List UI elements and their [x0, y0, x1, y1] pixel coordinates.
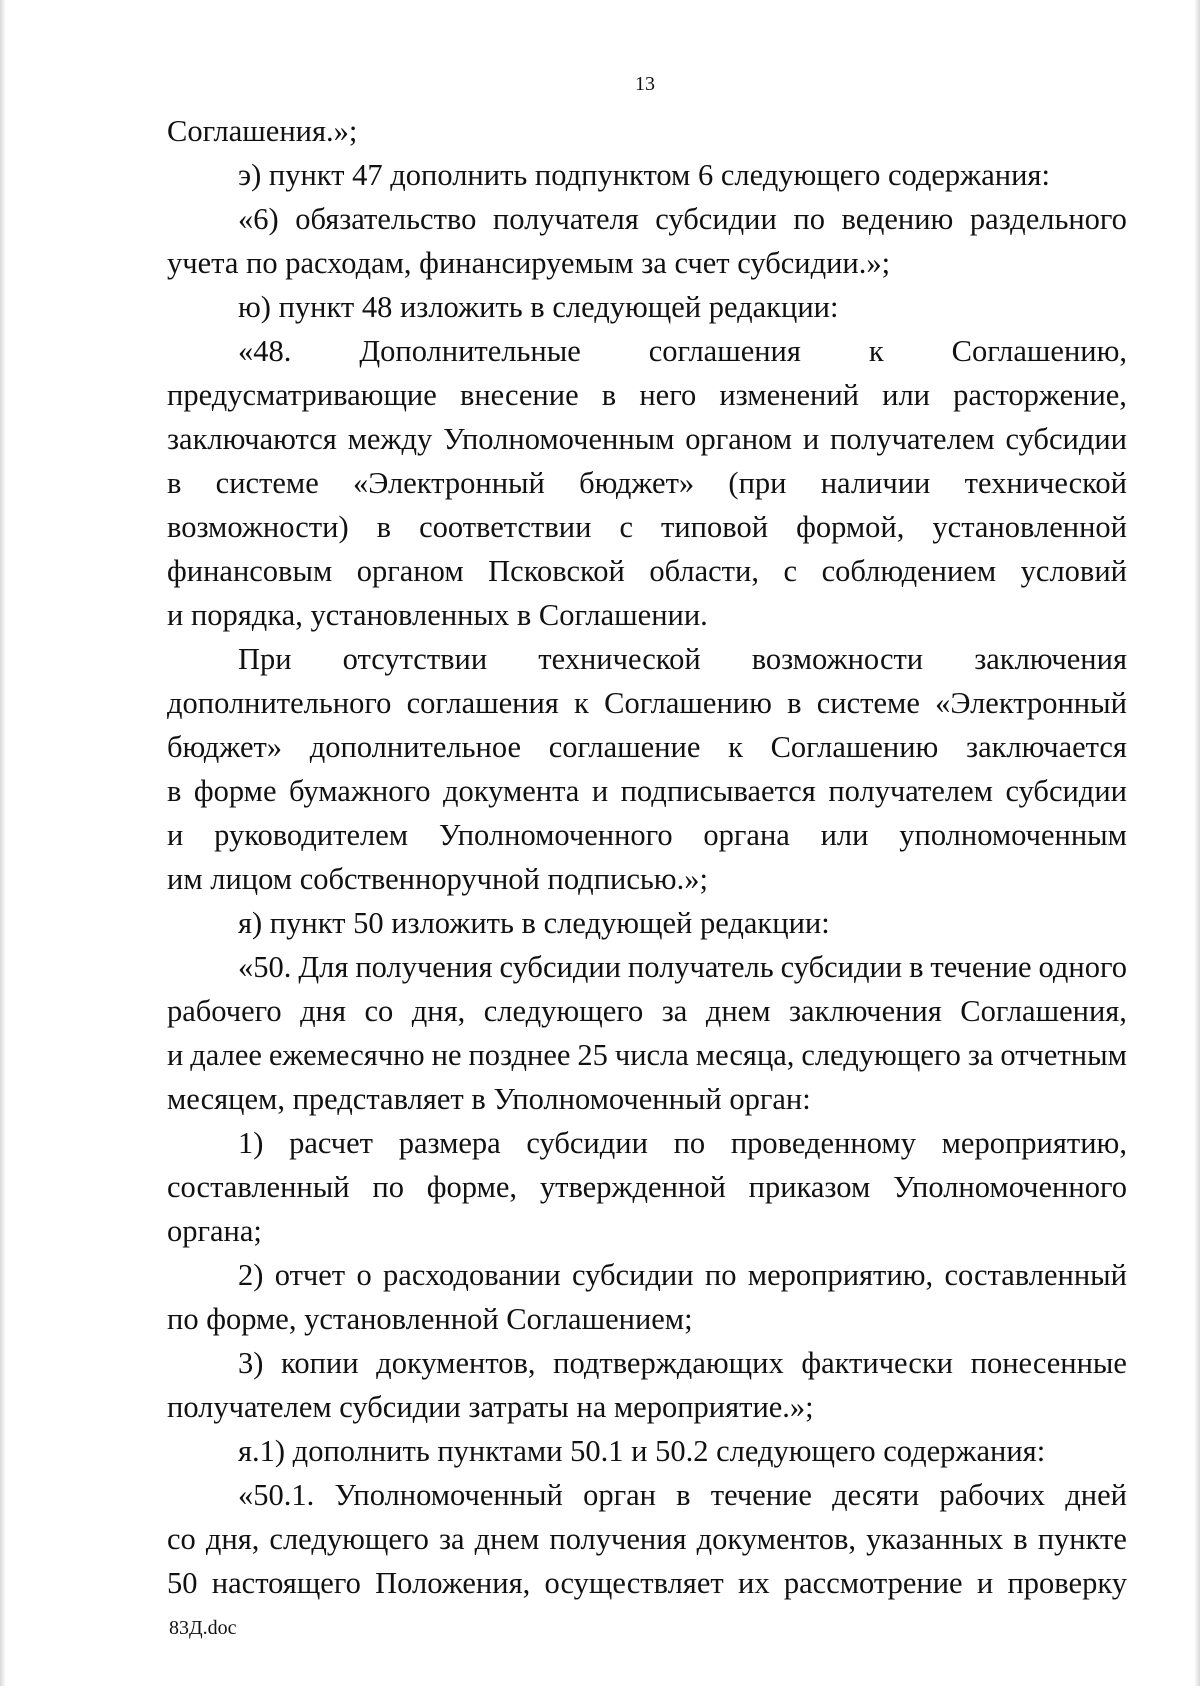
text-word: него — [639, 378, 697, 412]
text-word: заключения — [974, 642, 1127, 676]
text-line — [167, 1473, 1127, 1517]
text-word: субсидии — [572, 1258, 694, 1292]
text-word: или — [882, 378, 930, 412]
text-word: (при — [728, 466, 787, 500]
text-word: орган — [583, 1478, 656, 1512]
text-word: раздельного — [969, 202, 1127, 236]
text-word: не — [431, 1038, 462, 1072]
text-word: утвержденной — [539, 1170, 726, 1204]
text-word: субсидии — [499, 950, 621, 984]
text-word: дополнительного — [167, 686, 392, 720]
text-word: подтверждающих — [553, 1346, 784, 1380]
text-word: соблюдением — [821, 554, 997, 588]
text-word: следующего — [483, 994, 644, 1028]
text-word: получения — [549, 1522, 687, 1556]
text-line — [167, 989, 1127, 1033]
text-line — [167, 417, 1127, 461]
text-line — [167, 373, 1127, 417]
text-word: обязательство — [295, 202, 477, 236]
text-word: формой, — [796, 510, 905, 544]
text-word: дня — [300, 994, 347, 1028]
text-word: по — [704, 1258, 737, 1292]
text-word: фактически — [801, 1346, 954, 1380]
text-word: заключения — [788, 994, 942, 1028]
text-word: составленный — [167, 1170, 350, 1204]
text-line — [167, 681, 1127, 725]
text-word: 3) — [238, 1346, 264, 1380]
text-word: мероприятию, — [941, 1126, 1127, 1160]
text-word: получателем — [828, 774, 993, 808]
text-word: области, — [649, 554, 759, 588]
text-word: Дополнительные — [359, 334, 581, 368]
text-word: о — [356, 1258, 372, 1292]
footer-filename: 83Д.doc — [169, 1617, 237, 1639]
text-word: в — [676, 1478, 691, 1512]
text-word: мероприятию, — [747, 1258, 934, 1292]
text-line — [167, 285, 1127, 329]
text-word: позднее — [468, 1038, 571, 1072]
text-word: «6) — [238, 202, 279, 236]
text-line — [167, 813, 1127, 857]
page-number: 13 — [635, 73, 655, 95]
text-line — [167, 901, 1127, 945]
body-text — [167, 109, 1127, 1605]
text-word: установленной — [932, 510, 1127, 544]
text-word: уполномоченным — [899, 818, 1127, 852]
text-word: финансовым — [167, 554, 333, 588]
text-word: и — [167, 818, 184, 852]
text-word: в — [167, 466, 182, 500]
text-word: органа — [703, 818, 790, 852]
text-word: получателем субсидии затраты на мероприятие.»; — [167, 1390, 814, 1424]
text-line — [167, 505, 1127, 549]
text-word: субсидии — [526, 1126, 648, 1160]
text-word: предусматривающие — [167, 378, 437, 412]
text-word: «50.1. — [238, 1478, 315, 1512]
text-word: бюджет» — [579, 466, 695, 500]
text-word: возможности — [751, 642, 924, 676]
text-word: «Электронный — [353, 466, 545, 500]
text-word: со — [364, 994, 394, 1028]
text-word: проведенному — [730, 1126, 916, 1160]
text-word: Соглашению, — [951, 334, 1127, 368]
text-word: «50. — [238, 950, 292, 984]
text-word: числа — [614, 1038, 689, 1072]
text-word: и — [167, 1038, 184, 1072]
text-word: с — [619, 510, 633, 544]
text-word: органом — [356, 554, 464, 588]
text-word: и — [591, 774, 609, 808]
text-line — [167, 109, 1127, 153]
text-word: между — [347, 422, 433, 456]
text-word: бумажного — [288, 774, 431, 808]
text-word: в — [1013, 1522, 1028, 1556]
text-word: руководителем — [214, 818, 409, 852]
text-word: Соглашению — [604, 686, 772, 720]
text-word: подписывается — [620, 774, 816, 808]
text-word: в — [909, 950, 924, 984]
text-word: отчетным — [1000, 1038, 1127, 1072]
text-word: бюджет» — [167, 730, 283, 764]
text-line — [167, 153, 1127, 197]
text-word: 2) — [238, 1258, 264, 1292]
text-word: рабочих — [939, 1478, 1046, 1512]
text-word: ежемесячно — [268, 1038, 425, 1072]
text-word: отчет — [274, 1258, 346, 1292]
text-word: технической — [538, 642, 701, 676]
text-word: в — [167, 774, 182, 808]
text-word: получения — [355, 950, 493, 984]
text-word: форме — [193, 774, 277, 808]
text-word: одного — [1038, 950, 1127, 984]
text-line — [167, 1033, 1127, 1077]
text-word: осуществляет — [544, 1566, 724, 1600]
text-word: 1) — [238, 1126, 264, 1160]
text-word: дней — [1065, 1478, 1127, 1512]
text-word: в — [787, 686, 802, 720]
text-line — [167, 725, 1127, 769]
text-word: проверку — [1007, 1566, 1127, 1600]
text-word: Псковской — [488, 554, 625, 588]
text-word: э) пункт 47 дополнить подпунктом 6 следующего содержания: — [238, 158, 1050, 192]
text-word: к — [868, 334, 884, 368]
text-word: Уполномоченного — [893, 1170, 1127, 1204]
text-word: 50 — [167, 1566, 198, 1600]
text-word: При — [238, 642, 292, 676]
text-line — [167, 197, 1127, 241]
text-word: отсутствии — [342, 642, 488, 676]
text-word: следующего — [269, 1522, 429, 1556]
text-word: субсидии — [1005, 774, 1127, 808]
text-word: внесение — [459, 378, 579, 412]
text-word: 25 — [577, 1038, 608, 1072]
text-word: расчет — [289, 1126, 374, 1160]
text-line — [167, 945, 1127, 989]
text-word: днем — [474, 1522, 540, 1556]
text-line — [167, 1297, 1127, 1341]
text-word: соответствии — [419, 510, 592, 544]
text-word: ю) пункт 48 изложить в следующей редакции: — [238, 290, 839, 324]
text-word: к — [574, 686, 589, 720]
text-word: Соглашению — [770, 730, 939, 764]
text-word: типовой — [661, 510, 769, 544]
text-word: течение — [710, 1478, 812, 1512]
text-line — [167, 1121, 1127, 1165]
text-word: дня, — [411, 994, 466, 1028]
text-word: дополнительное — [309, 730, 522, 764]
text-line — [167, 461, 1127, 505]
text-word: следующего — [801, 1038, 961, 1072]
text-word: органа; — [167, 1214, 262, 1248]
text-word: со — [167, 1522, 196, 1556]
text-word: настоящего — [211, 1566, 361, 1600]
text-word: пункте — [1037, 1522, 1127, 1556]
scan-edge-right — [1194, 0, 1200, 1686]
text-word: возможности) — [167, 510, 349, 544]
text-word: дня, — [205, 1522, 260, 1556]
text-word: Уполномоченный — [334, 1478, 563, 1512]
text-word: субсидии — [780, 950, 903, 984]
text-word: течение — [930, 950, 1032, 984]
text-word: системе — [215, 466, 319, 500]
text-word: документов, — [696, 1522, 857, 1556]
text-word: субсидии — [1005, 422, 1127, 456]
text-word: соглашения — [406, 686, 559, 720]
text-line — [167, 1165, 1127, 1209]
text-word: Соглашения, — [960, 994, 1127, 1028]
text-word: с — [783, 554, 798, 588]
text-word: изменений — [719, 378, 859, 412]
text-word: условий — [1020, 554, 1127, 588]
text-line — [167, 1517, 1127, 1561]
text-word: Соглашения.»; — [167, 114, 358, 148]
text-line — [167, 549, 1127, 593]
text-word: десяти — [832, 1478, 920, 1512]
text-word: я.1) дополнить пунктами 50.1 и 50.2 следующего содержания: — [238, 1434, 1046, 1468]
text-word: расторжение, — [953, 378, 1127, 412]
text-word: технической — [964, 466, 1127, 500]
text-word: «Электронный — [935, 686, 1127, 720]
text-word: за — [438, 1522, 465, 1556]
text-line — [167, 1561, 1127, 1605]
text-word: и — [976, 1566, 994, 1600]
text-word: и — [802, 422, 820, 456]
text-word: в — [601, 378, 617, 412]
text-word: их — [738, 1566, 770, 1600]
text-word: заключаются — [167, 422, 337, 456]
text-line — [167, 329, 1127, 373]
text-word: по — [372, 1170, 404, 1204]
text-word: заключается — [966, 730, 1127, 764]
text-word: по — [793, 202, 825, 236]
text-word: субсидии — [655, 202, 777, 236]
text-line — [167, 241, 1127, 285]
text-word: получатель — [627, 950, 774, 984]
text-word: днем — [705, 994, 771, 1028]
text-word: составленный — [944, 1258, 1127, 1292]
text-word: соглашения — [648, 334, 801, 368]
text-line — [167, 769, 1127, 813]
text-line — [167, 1429, 1127, 1473]
text-word: документа — [442, 774, 580, 808]
text-word: получателя — [492, 202, 639, 236]
text-word: указанных — [866, 1522, 1004, 1556]
text-word: месяцем, представляет в Уполномоченный орган: — [167, 1082, 811, 1116]
text-word: наличии — [820, 466, 931, 500]
text-word: расходовании — [383, 1258, 561, 1292]
text-word: Уполномоченного — [438, 818, 673, 852]
text-line — [167, 1209, 1127, 1253]
text-word: им лицом собственноручной подписью.»; — [167, 862, 708, 896]
text-line — [167, 1077, 1127, 1121]
text-word: размера — [398, 1126, 501, 1160]
text-line — [167, 593, 1127, 637]
text-word: «48. — [238, 334, 292, 368]
text-line — [167, 1341, 1127, 1385]
text-word: приказом — [748, 1170, 871, 1204]
text-line — [167, 857, 1127, 901]
text-line — [167, 637, 1127, 681]
text-word: рассмотрение — [783, 1566, 963, 1600]
text-word: понесенные — [970, 1346, 1127, 1380]
text-line — [167, 1385, 1127, 1429]
text-word: месяца, — [695, 1038, 795, 1072]
text-word: в — [376, 510, 392, 544]
text-word: учета по расходам, финансируемым за счет субсидии.»; — [167, 246, 891, 280]
text-word: ведению — [841, 202, 954, 236]
text-word: за — [967, 1038, 994, 1072]
text-word: по — [673, 1126, 706, 1160]
text-word: я) пункт 50 изложить в следующей редакции: — [238, 906, 830, 940]
text-word: органом — [685, 422, 793, 456]
scan-edge-left — [0, 0, 6, 1686]
text-word: далее — [190, 1038, 262, 1072]
text-word: к — [728, 730, 743, 764]
text-word: Положения, — [375, 1566, 531, 1600]
text-word: за — [661, 994, 688, 1028]
text-word: и порядка, установленных в Соглашении. — [167, 598, 708, 632]
text-word: Для — [298, 950, 349, 984]
text-word: или — [820, 818, 869, 852]
text-word: получателем — [830, 422, 995, 456]
text-word: по форме, установленной Соглашением; — [167, 1302, 693, 1336]
text-word: Уполномоченным — [443, 422, 675, 456]
text-word: соглашение — [548, 730, 701, 764]
text-word: форме, — [426, 1170, 518, 1204]
text-word: документов, — [376, 1346, 536, 1380]
text-line — [167, 1253, 1127, 1297]
text-word: копии — [281, 1346, 359, 1380]
text-word: системе — [816, 686, 920, 720]
text-word: рабочего — [167, 994, 282, 1028]
